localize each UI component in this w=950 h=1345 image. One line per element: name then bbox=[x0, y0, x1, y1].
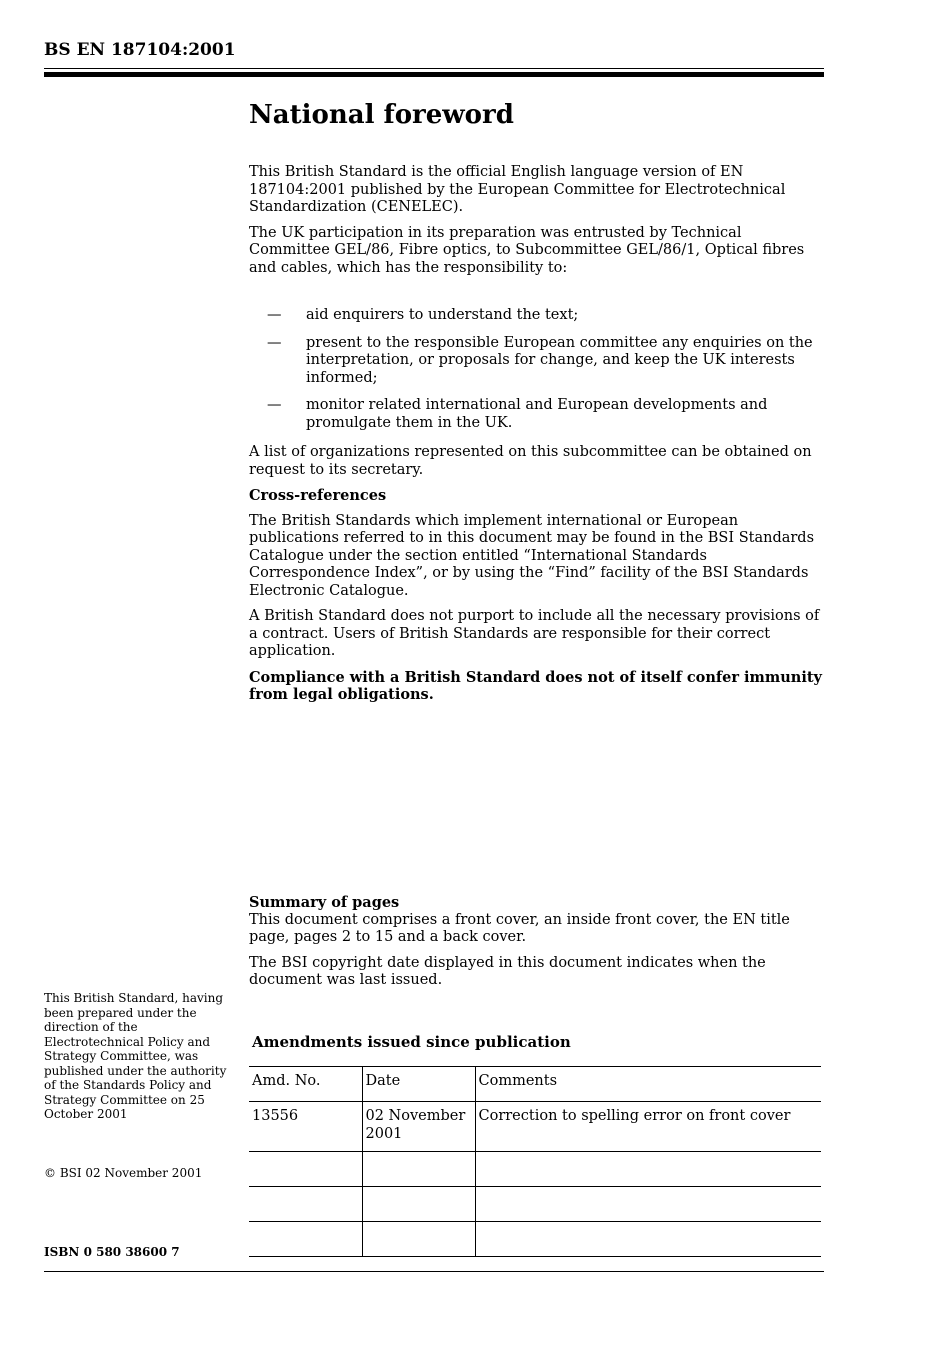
compliance-statement: Compliance with a British Standard does not of itself confer immunity from legal obligations. bbox=[249, 668, 822, 703]
intro-paragraph-1: This British Standard is the official English language version of EN 187104:2001 published by the European Committee for Electrotechnical Standardization (CENELEC). bbox=[249, 164, 786, 215]
table-cell bbox=[249, 1187, 362, 1222]
column-header: Comments bbox=[475, 1067, 821, 1102]
summary-heading: Summary of pages bbox=[249, 894, 400, 911]
table-cell bbox=[249, 1222, 362, 1257]
responsibility-list bbox=[249, 307, 824, 432]
footer-rule bbox=[44, 1271, 824, 1272]
intro-paragraph-2: The UK participation in its preparation was entrusted by Technical Committee GEL/86, Fibre optics, to Subcommittee GEL/86/1, Optical fibres and cables, which has the responsibility to: bbox=[249, 224, 805, 276]
header-rule-thick bbox=[44, 72, 824, 77]
dash-marker: — bbox=[267, 397, 282, 413]
table-cell: 02 November 2001 bbox=[362, 1102, 475, 1152]
table-cell bbox=[362, 1222, 475, 1257]
table-cell bbox=[249, 1152, 362, 1187]
provisions-paragraph: A British Standard does not purport to include all the necessary provisions of a contract. Users of British Standards are responsible for their correct application. bbox=[249, 608, 820, 659]
table-cell bbox=[475, 1152, 821, 1187]
list-item-text: monitor related international and European developments and promulgate them in the UK. bbox=[306, 397, 768, 431]
table-header-row bbox=[249, 1067, 821, 1102]
foreword-body bbox=[249, 164, 824, 712]
table-row bbox=[249, 1152, 821, 1187]
list-item bbox=[249, 307, 824, 325]
amendments-table bbox=[249, 1066, 821, 1257]
organizations-note: A list of organizations represented on this subcommittee can be obtained on request to its secretary. bbox=[249, 444, 812, 478]
amendments-heading: Amendments issued since publication bbox=[252, 1033, 571, 1051]
dash-marker: — bbox=[267, 307, 282, 323]
page-title: National foreword bbox=[249, 100, 514, 130]
isbn: ISBN 0 580 38600 7 bbox=[44, 1245, 180, 1259]
table-cell bbox=[475, 1187, 821, 1222]
publication-note: This British Standard, having been prepared under the direction of the Electrotechnical Policy and Strategy Committee, was published under the authority of the Standards Policy and Strategy Committee on 25 October 2001 bbox=[44, 991, 227, 1121]
column-header: Amd. No. bbox=[249, 1067, 362, 1102]
list-item bbox=[249, 335, 824, 388]
cross-references-paragraph: The British Standards which implement international or European publications referred to in this document may be found in the BSI Standards Catalogue under the section entitled “International Standards Correspondence Index”, or by using the “Find” facility of the BSI Standards Electronic Catalogue. bbox=[249, 512, 815, 599]
list-item bbox=[249, 397, 824, 432]
table-cell: Correction to spelling error on front cover bbox=[475, 1102, 821, 1152]
summary-of-pages bbox=[249, 894, 824, 998]
table-cell: 13556 bbox=[249, 1102, 362, 1152]
table-row bbox=[249, 1187, 821, 1222]
table-row bbox=[249, 1222, 821, 1257]
header-rule-thin bbox=[44, 68, 824, 69]
table-cell bbox=[475, 1222, 821, 1257]
list-item-text: aid enquirers to understand the text; bbox=[306, 307, 579, 323]
table-row bbox=[249, 1102, 821, 1152]
column-header: Date bbox=[362, 1067, 475, 1102]
summary-paragraph-2: The BSI copyright date displayed in this document indicates when the document was last issued. bbox=[249, 954, 766, 988]
summary-paragraph-1: This document comprises a front cover, an inside front cover, the EN title page, pages 2 to 15 and a back cover. bbox=[249, 911, 790, 945]
table-cell bbox=[362, 1187, 475, 1222]
table-cell bbox=[362, 1152, 475, 1187]
standard-code: BS EN 187104:2001 bbox=[44, 40, 236, 60]
list-item-text: present to the responsible European committee any enquiries on the interpretation, or proposals for change, and keep the UK interests informed; bbox=[306, 334, 813, 386]
dash-marker: — bbox=[267, 334, 282, 351]
cross-references-heading: Cross-references bbox=[249, 487, 387, 504]
copyright-notice: © BSI 02 November 2001 bbox=[44, 1166, 203, 1180]
